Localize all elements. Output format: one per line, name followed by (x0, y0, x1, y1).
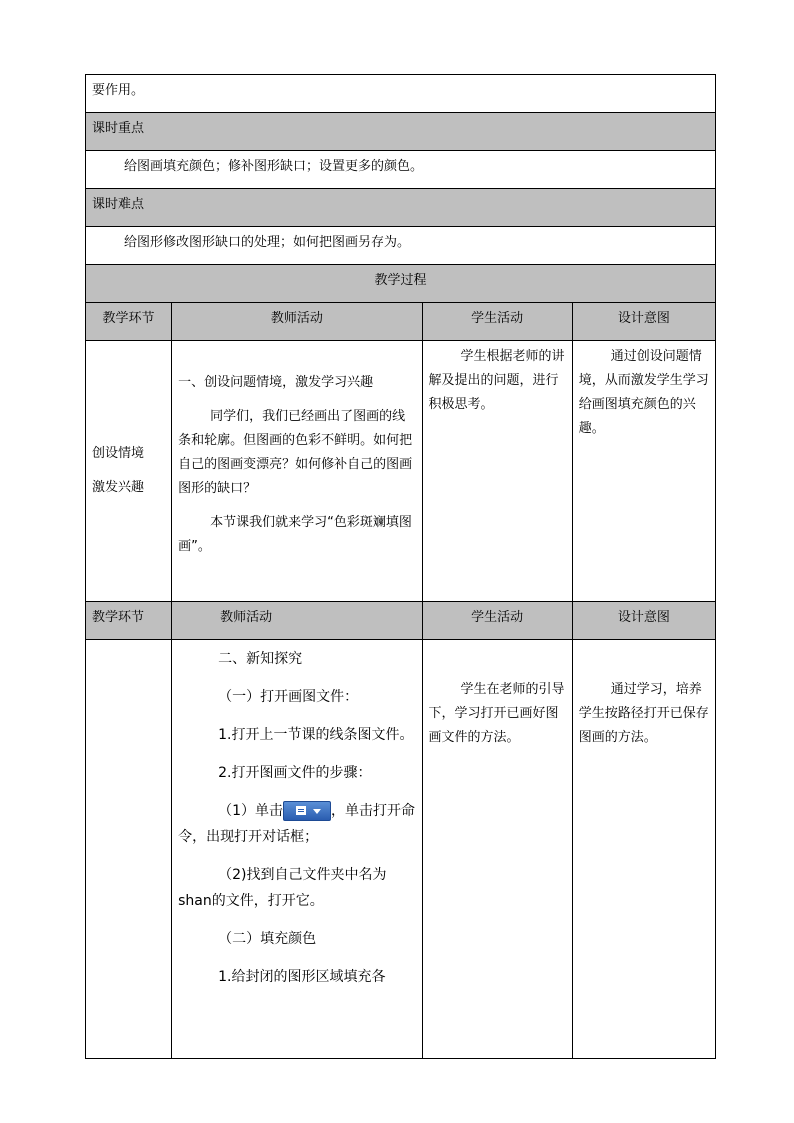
teacher-title: 一、创设问题情境，激发学习兴趣 (178, 375, 374, 390)
stage-cell-2 (86, 640, 172, 1059)
student-activity-cell-2: 学生在老师的引导下，学习打开已画好图画文件的方法。 (422, 640, 572, 1059)
step-open-last-file: 1.打开上一节课的线条图文件。 (218, 727, 414, 743)
header-stage: 教学环节 (86, 303, 172, 341)
design-intent-cell: 通过创设问题情境，从而激发学生学习给画图填充颜色的兴趣。 (572, 341, 715, 602)
top-text: 要作用。 (86, 75, 716, 113)
open-steps-title: 2.打开图画文件的步骤： (218, 765, 372, 781)
difficulties-content: 给图形修改图形缺口的处理；如何把图画另存为。 (86, 227, 716, 265)
step-click-pre: （1）单击 (218, 803, 284, 819)
header-design: 设计意图 (572, 303, 715, 341)
paint-menu-button-icon (283, 801, 331, 821)
new-knowledge-title: 二、新知探究 (218, 651, 303, 667)
open-file-title: （一）打开画图文件： (218, 689, 359, 705)
header-design-2: 设计意图 (572, 602, 715, 640)
step-find-file: （2)找到自己文件夹中名为shan的文件，打开它。 (178, 867, 387, 909)
step-click-button (178, 798, 415, 850)
fill-step-1: 1.给封闭的图形区域填充各 (218, 969, 386, 985)
teacher-activity-cell-2 (172, 640, 422, 1059)
step-click-post: ，单击打开命令，出现打开对话框； (178, 803, 416, 845)
difficulties-label: 课时难点 (86, 189, 716, 227)
key-points-content: 给图画填充颜色；修补图形缺口；设置更多的颜色。 (86, 151, 716, 189)
header-student: 学生活动 (422, 303, 572, 341)
stage-cell (86, 341, 172, 602)
fill-color-title: （二）填充颜色 (218, 931, 317, 947)
header-teacher-2: 教师活动 (172, 602, 422, 640)
stage-line-2: 激发兴趣 (92, 480, 145, 495)
header-teacher: 教师活动 (172, 303, 422, 341)
teacher-paragraph-2: 本节课我们就来学习“色彩斑斓填图画”。 (178, 515, 412, 554)
process-title: 教学过程 (86, 265, 716, 303)
student-activity-cell: 学生根据老师的讲解及提出的问题，进行积极思考。 (422, 341, 572, 602)
teacher-activity-cell (172, 341, 422, 602)
header-student-2: 学生活动 (422, 602, 572, 640)
design-intent-cell-2: 通过学习，培养学生按路径打开已保存图画的方法。 (572, 640, 715, 1059)
lesson-plan-table (85, 74, 716, 1059)
teacher-paragraph-1: 同学们，我们已经画出了图画的线条和轮廓。但图画的色彩不鲜明。如何把自己的图画变漂亮？如何修补自己的图画图形的缺口？ (178, 409, 413, 496)
header-stage-2: 教学环节 (86, 602, 172, 640)
key-points-label: 课时重点 (86, 113, 716, 151)
stage-line-1: 创设情境 (92, 446, 145, 461)
